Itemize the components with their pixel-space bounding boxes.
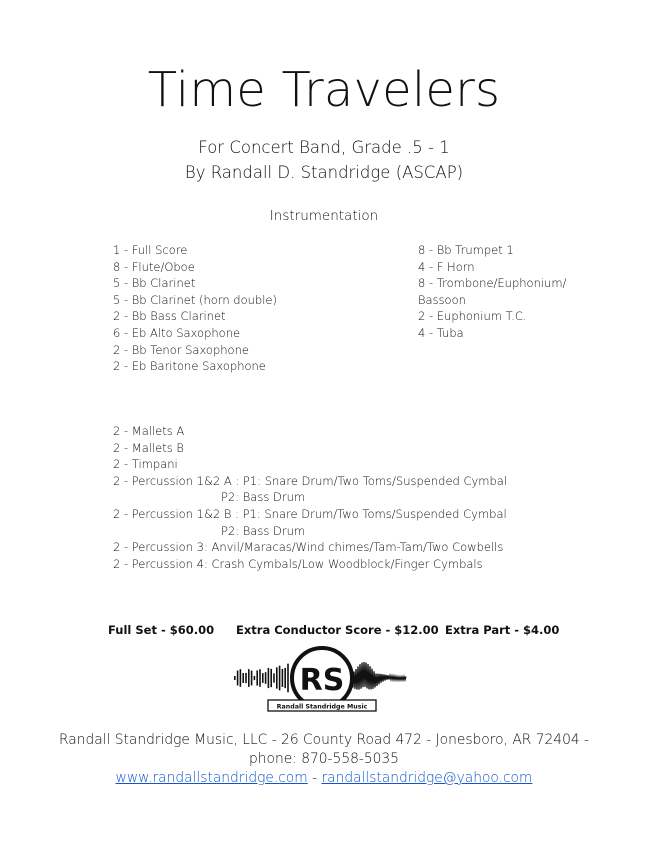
list-item: 2 - Percussion 1&2 B : P1: Snare Drum/Two Toms/Suspended Cymbal: [113, 506, 507, 521]
list-item: 5 - Bb Clarinet: [113, 276, 196, 291]
list-item: 8 - Trombone/Euphonium/: [418, 276, 567, 291]
waveform-bar: [234, 676, 236, 680]
footer-links: [0, 772, 648, 786]
list-item: P2: Bass Drum: [221, 490, 306, 505]
waveform-left-graphic: [234, 664, 289, 693]
list-item: 2 - Euphonium T.C.: [418, 309, 527, 324]
winds-right-list: [418, 242, 566, 342]
price-full-set: Full Set - $60.00: [108, 623, 215, 637]
list-item: 2 - Eb Baritone Saxophone: [113, 359, 266, 374]
page-title: Time Travelers: [147, 62, 501, 118]
waveform-bar: [287, 664, 289, 693]
waveform-line: [352, 662, 406, 690]
footer-separator: -: [307, 770, 322, 786]
waveform-bar: [262, 673, 264, 683]
percussion-list: [113, 423, 507, 572]
waveform-bar: [276, 667, 278, 688]
list-item: Bassoon: [418, 292, 466, 307]
waveform-bar: [265, 672, 267, 684]
waveform-bar: [240, 669, 242, 687]
waveform-bar: [251, 671, 253, 686]
list-item: 6 - Eb Alto Saxophone: [113, 325, 241, 340]
price-extra-part: Extra Part - $4.00: [445, 623, 560, 637]
list-item: 2 - Mallets A: [113, 424, 185, 438]
list-item: 8 - Flute/Oboe: [113, 259, 195, 274]
list-item: 8 - Bb Trumpet 1: [418, 243, 514, 257]
waveform-bar: [279, 666, 281, 691]
list-item: 4 - F Horn: [418, 259, 475, 274]
waveform-bar: [273, 673, 275, 682]
list-item: 2 - Percussion 1&2 A : P1: Snare Drum/Two Toms/Suspended Cymbal: [113, 473, 508, 488]
waveform-bar: [248, 669, 250, 687]
waveform-bar: [284, 668, 286, 688]
waveform-bar: [282, 669, 284, 687]
waveform-bar: [242, 673, 244, 683]
waveform-bar: [245, 673, 247, 683]
price-conductor-score: Extra Conductor Score - $12.00: [236, 623, 439, 637]
waveform-bar: [256, 670, 258, 685]
list-item: 2 - Percussion 3: Anvil/Maracas/Wind chimes/Tam-Tam/Two Cowbells: [113, 540, 504, 555]
waveform-bar: [270, 669, 272, 687]
logo-initials: RS: [299, 663, 345, 698]
subtitle-grade: For Concert Band, Grade .5 - 1: [198, 138, 450, 157]
list-item: 2 - Mallets B: [113, 440, 184, 455]
waveform-right-graphic: [352, 662, 406, 690]
website-link[interactable]: www.randallstandridge.com: [115, 770, 308, 786]
footer-phone: phone: 870-558-5035: [249, 751, 399, 767]
waveform-bar: [268, 668, 270, 688]
email-link[interactable]: randallstandridge@yahoo.com: [321, 770, 533, 786]
waveform-bar: [237, 671, 239, 686]
footer-address: Randall Standridge Music, LLC - 26 County Road 472 - Jonesboro, AR 72404 -: [58, 732, 589, 748]
subtitle-composer: By Randall D. Standridge (ASCAP): [184, 163, 464, 182]
logo-banner-text: Randall Standridge Music: [276, 703, 368, 711]
waveform-bar: [254, 676, 256, 680]
list-item: 2 - Percussion 4: Crash Cymbals/Low Woodblock/Finger Cymbals: [113, 556, 483, 571]
list-item: P2: Bass Drum: [221, 523, 306, 538]
waveform-bar: [259, 669, 261, 687]
publisher-logo: [232, 646, 410, 718]
list-item: 2 - Bb Bass Clarinet: [113, 309, 226, 324]
list-item: 1 - Full Score: [113, 243, 188, 257]
list-item: 2 - Timpani: [113, 457, 178, 472]
list-item: 5 - Bb Clarinet (horn double): [113, 292, 277, 307]
list-item: 4 - Tuba: [418, 325, 464, 340]
winds-left-list: [113, 242, 277, 375]
list-item: 2 - Bb Tenor Saxophone: [113, 342, 249, 357]
instrumentation-heading: Instrumentation: [269, 208, 379, 224]
